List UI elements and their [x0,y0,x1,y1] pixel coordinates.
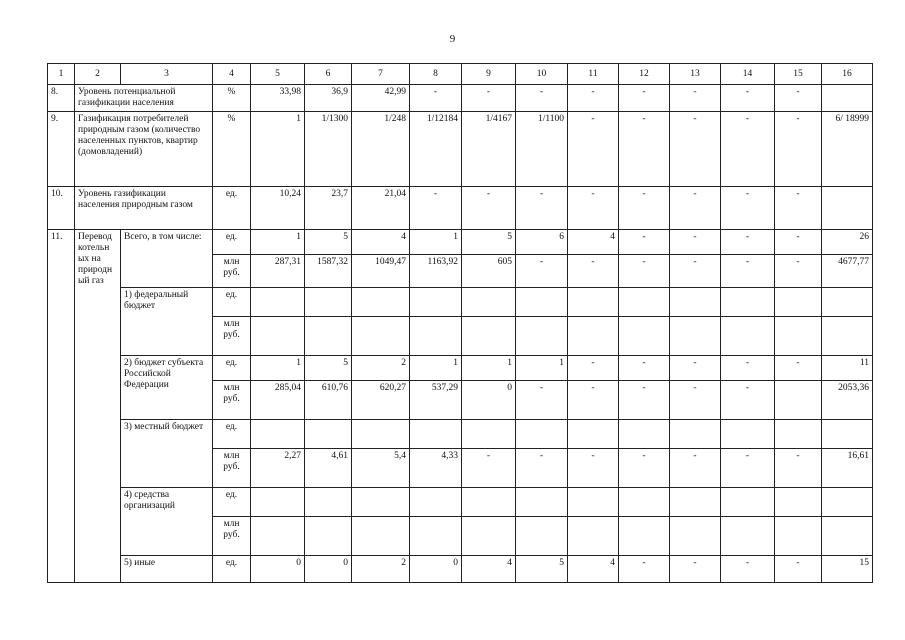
value-cell [410,288,462,317]
unit-cell: млн руб. [213,517,251,556]
header-cell: 6 [305,64,352,85]
value-cell: 33,98 [251,85,305,112]
unit-cell: ед. [213,420,251,449]
value-cell: 1 [251,356,305,381]
value-cell [568,517,619,556]
value-cell [352,488,410,517]
value-cell [568,288,619,317]
value-cell [410,517,462,556]
value-cell: 4 [568,556,619,583]
table-row [48,288,873,317]
value-cell: - [568,449,619,488]
value-cell: 1/1100 [516,112,568,187]
value-cell [410,317,462,356]
value-cell: - [775,556,822,583]
value-cell: 1049,47 [352,255,410,288]
table-row [48,356,873,381]
value-cell: 1 [410,356,462,381]
value-cell: 5 [516,556,568,583]
value-cell [305,317,352,356]
value-cell: 4 [352,230,410,255]
value-cell [721,420,775,449]
value-cell: - [568,255,619,288]
value-cell: 2 [352,356,410,381]
value-cell: 4677,77 [822,255,873,288]
value-cell: 21,04 [352,187,410,230]
value-cell [352,317,410,356]
value-cell: 1/4167 [462,112,516,187]
value-cell: - [670,255,721,288]
value-cell: - [670,449,721,488]
value-cell: 287,31 [251,255,305,288]
value-cell: 620,27 [352,381,410,420]
value-cell: - [721,356,775,381]
value-cell [619,420,670,449]
table-row [48,556,873,583]
header-cell: 12 [619,64,670,85]
header-cell: 9 [462,64,516,85]
value-cell [670,488,721,517]
value-cell [619,288,670,317]
row-number: 11. [48,230,75,583]
value-cell: 1163,92 [410,255,462,288]
header-cell: 3 [121,64,213,85]
value-cell: 26 [822,230,873,255]
value-cell: - [670,187,721,230]
value-cell: 605 [462,255,516,288]
value-cell: - [670,381,721,420]
header-cell: 8 [410,64,462,85]
value-cell [251,517,305,556]
value-cell: - [516,381,568,420]
value-cell: 1 [410,230,462,255]
value-cell: 11 [822,356,873,381]
value-cell [305,517,352,556]
value-cell: - [462,85,516,112]
value-cell: - [462,187,516,230]
value-cell: 4,61 [305,449,352,488]
value-cell: 0 [462,381,516,420]
unit-cell: ед. [213,488,251,517]
header-cell: 14 [721,64,775,85]
data-table [47,63,873,583]
value-cell: - [670,556,721,583]
value-cell: - [670,112,721,187]
value-cell [619,488,670,517]
header-cell: 13 [670,64,721,85]
value-cell: - [516,255,568,288]
value-cell: - [721,230,775,255]
value-cell [568,420,619,449]
value-cell [619,517,670,556]
value-cell: 5 [305,230,352,255]
value-cell: - [516,187,568,230]
value-cell: - [516,449,568,488]
value-cell: - [462,449,516,488]
value-cell [462,420,516,449]
value-cell: - [775,112,822,187]
indicator-name: Перевод котельн ых на природн ый газ [75,230,121,583]
unit-cell: ед. [213,556,251,583]
header-cell: 10 [516,64,568,85]
value-cell [305,288,352,317]
value-cell [775,317,822,356]
value-cell: - [410,85,462,112]
unit-cell: млн руб. [213,255,251,288]
value-cell: - [775,230,822,255]
subgroup-label: 4) средства организаций [121,488,213,556]
value-cell [516,317,568,356]
value-cell: - [775,85,822,112]
value-cell [352,420,410,449]
header-cell: 7 [352,64,410,85]
value-cell: - [568,85,619,112]
value-cell: - [775,449,822,488]
value-cell [775,517,822,556]
value-cell: - [619,381,670,420]
value-cell: 1/12184 [410,112,462,187]
value-cell: - [721,187,775,230]
value-cell [251,317,305,356]
value-cell: 10,24 [251,187,305,230]
value-cell [568,317,619,356]
subgroup-label: 5) иные [121,556,213,583]
value-cell: 5,4 [352,449,410,488]
value-cell: - [670,230,721,255]
header-cell: 2 [75,64,121,85]
value-cell: - [721,255,775,288]
value-cell: 610,76 [305,381,352,420]
value-cell: 4,33 [410,449,462,488]
value-cell [775,488,822,517]
page-number: 9 [449,33,456,45]
row-number: 10. [48,187,75,230]
value-cell: - [619,187,670,230]
indicator-name: Уровень газификации населения природным газом [75,187,213,230]
value-cell: - [516,85,568,112]
value-cell: 0 [251,556,305,583]
value-cell [516,488,568,517]
value-cell [410,420,462,449]
table-row [48,420,873,449]
subgroup-label: 2) бюджет субъекта Российской Федерации [121,356,213,420]
value-cell [251,420,305,449]
value-cell [822,85,873,112]
value-cell: 36,9 [305,85,352,112]
value-cell: 5 [462,230,516,255]
row-number: 9. [48,112,75,187]
unit-cell: % [213,85,251,112]
value-cell: - [775,356,822,381]
value-cell: - [619,255,670,288]
value-cell: - [721,449,775,488]
unit-cell: млн руб. [213,381,251,420]
value-cell: 1 [251,230,305,255]
value-cell [670,517,721,556]
value-cell: - [568,187,619,230]
value-cell: 1/248 [352,112,410,187]
value-cell: - [410,187,462,230]
unit-cell: ед. [213,356,251,381]
value-cell [516,420,568,449]
value-cell: - [721,556,775,583]
value-cell [822,517,873,556]
value-cell [775,381,822,420]
value-cell [305,488,352,517]
value-cell: 2053,36 [822,381,873,420]
header-cell: 11 [568,64,619,85]
value-cell: 4 [568,230,619,255]
value-cell [352,517,410,556]
value-cell: 6/ 18999 [822,112,873,187]
value-cell: 1 [516,356,568,381]
value-cell: 2 [352,556,410,583]
table-row [48,230,873,255]
value-cell [462,488,516,517]
value-cell [721,488,775,517]
value-cell: - [619,356,670,381]
subgroup-label: 1) федеральный бюджет [121,288,213,356]
value-cell [721,288,775,317]
value-cell: - [670,85,721,112]
value-cell: 1587,32 [305,255,352,288]
header-row [48,64,873,85]
header-cell: 15 [775,64,822,85]
subgroup-label: 3) местный бюджет [121,420,213,488]
table-row [48,85,873,112]
value-cell: - [619,112,670,187]
value-cell [462,317,516,356]
value-cell [619,317,670,356]
value-cell [822,420,873,449]
table-row [48,187,873,230]
value-cell: 4 [462,556,516,583]
value-cell [516,288,568,317]
value-cell: 1 [251,112,305,187]
value-cell [822,288,873,317]
table-row [48,112,873,187]
value-cell [670,420,721,449]
value-cell: 537,29 [410,381,462,420]
value-cell: 2,27 [251,449,305,488]
unit-cell: млн руб. [213,317,251,356]
row-number: 8. [48,85,75,112]
value-cell [462,288,516,317]
indicator-name: Газификация потребителей природным газом (количество населенных пунктов, квартир (домовладений) [75,112,213,187]
value-cell: - [619,556,670,583]
value-cell [822,488,873,517]
value-cell: - [721,85,775,112]
value-cell: - [619,230,670,255]
value-cell [670,288,721,317]
value-cell [670,317,721,356]
value-cell: 0 [305,556,352,583]
value-cell: 6 [516,230,568,255]
value-cell [305,420,352,449]
value-cell: 23,7 [305,187,352,230]
value-cell [721,317,775,356]
value-cell [251,488,305,517]
unit-cell: ед. [213,230,251,255]
unit-cell: % [213,112,251,187]
value-cell: - [670,356,721,381]
value-cell: 0 [410,556,462,583]
value-cell: 1/1300 [305,112,352,187]
value-cell: - [568,381,619,420]
header-cell: 16 [822,64,873,85]
header-cell: 4 [213,64,251,85]
value-cell: - [721,381,775,420]
value-cell: - [619,449,670,488]
value-cell [410,488,462,517]
indicator-name: Уровень потенциальной газификации населения [75,85,213,112]
value-cell [462,517,516,556]
value-cell [352,288,410,317]
value-cell: 15 [822,556,873,583]
value-cell: - [775,255,822,288]
value-cell [516,517,568,556]
subgroup-label: Всего, в том числе: [121,230,213,288]
value-cell: - [619,85,670,112]
unit-cell: млн руб. [213,449,251,488]
value-cell: 16,61 [822,449,873,488]
table-row [48,488,873,517]
unit-cell: ед. [213,288,251,317]
value-cell [251,288,305,317]
value-cell [822,187,873,230]
value-cell: 285,04 [251,381,305,420]
value-cell [568,488,619,517]
value-cell: 42,99 [352,85,410,112]
value-cell [822,317,873,356]
header-cell: 1 [48,64,75,85]
value-cell: 1 [462,356,516,381]
value-cell [775,288,822,317]
value-cell: - [568,356,619,381]
value-cell [721,517,775,556]
value-cell: 5 [305,356,352,381]
value-cell [775,420,822,449]
unit-cell: ед. [213,187,251,230]
value-cell: - [721,112,775,187]
value-cell: - [568,112,619,187]
value-cell: - [775,187,822,230]
header-cell: 5 [251,64,305,85]
